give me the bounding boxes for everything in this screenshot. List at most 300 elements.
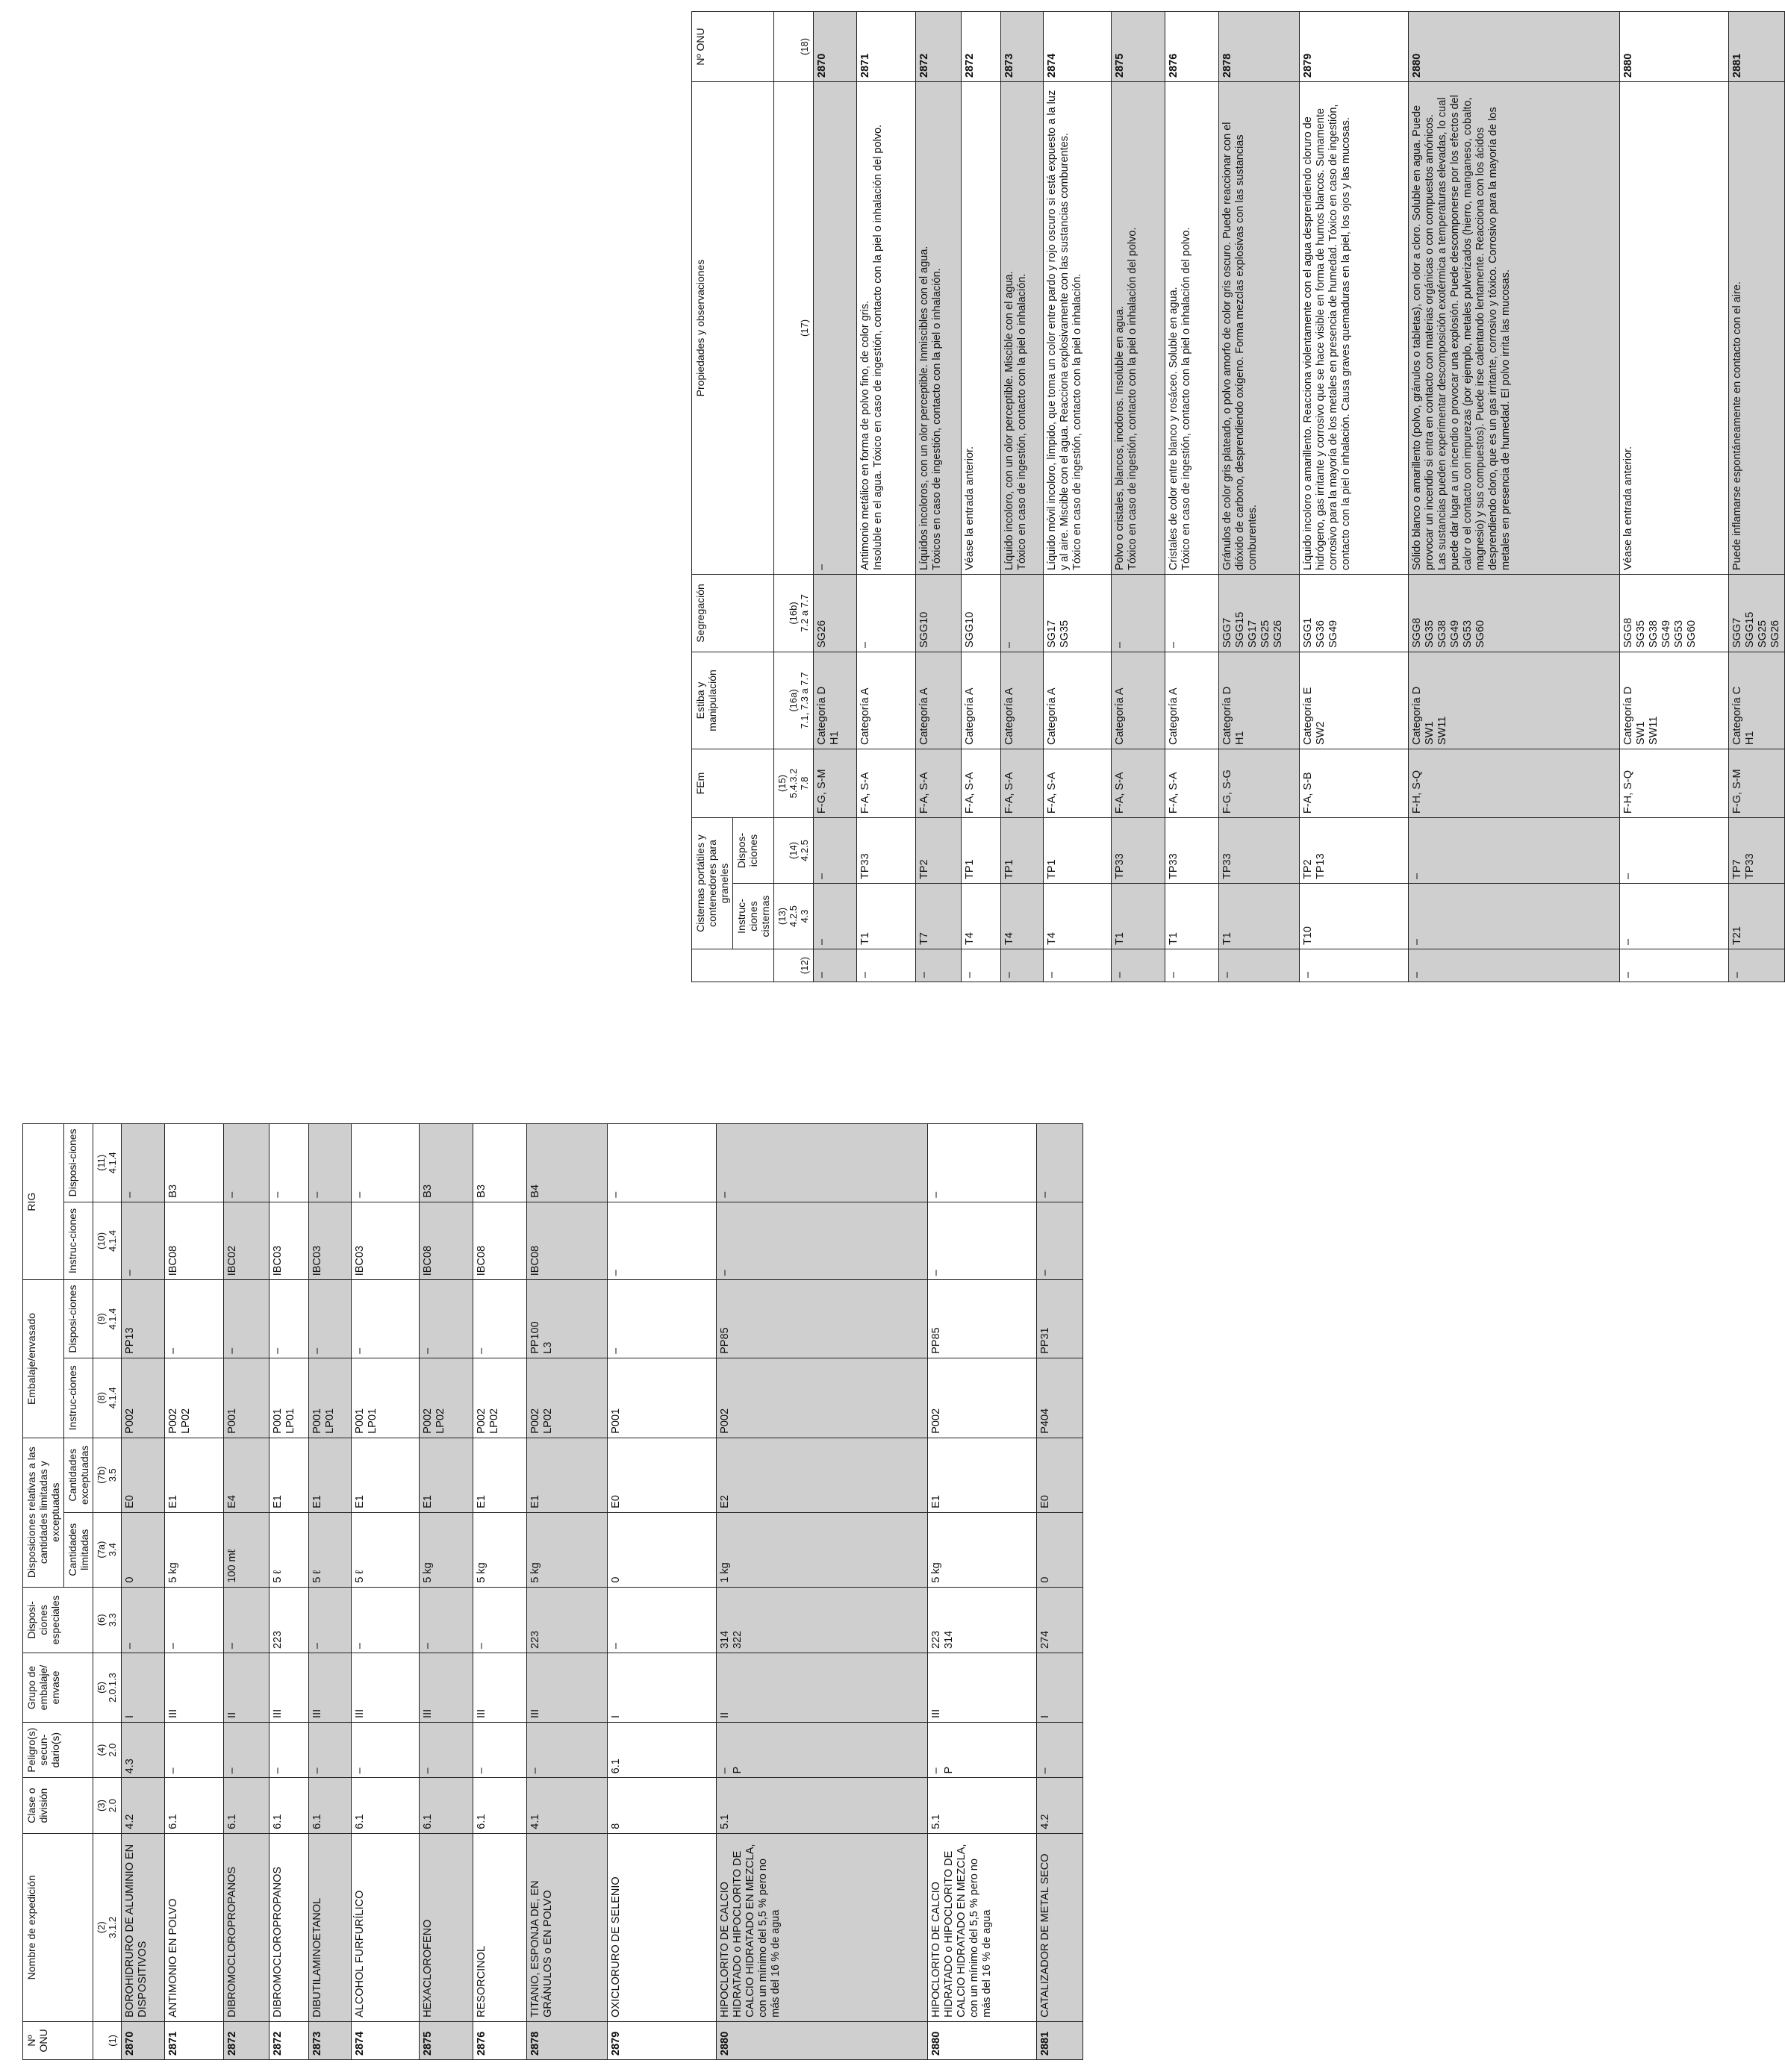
cell-ems: F-G, S-M	[1729, 749, 1785, 817]
cell-pp: –	[473, 1280, 527, 1358]
cell-tp: TP33	[1165, 817, 1219, 883]
cell-un: 2872	[270, 2021, 309, 2059]
cell-sp: –	[352, 1587, 420, 1653]
cell-seg: SGG8 SG35 SG38 SG49 SG53 SG60	[1620, 574, 1729, 652]
colnum-tp: (14) 4.2.5	[774, 817, 814, 883]
right-column-number-row	[774, 11, 814, 982]
cell-class: 4.2	[1037, 1778, 1083, 1833]
cell-ii: –	[928, 1202, 1037, 1280]
header-un: Nº ONU	[23, 2021, 93, 2059]
header-class: Clase o división	[23, 1778, 93, 1833]
cell-c12: –	[1620, 949, 1729, 982]
cell-lq: 0	[122, 1512, 165, 1587]
table-row	[1112, 11, 1165, 982]
cell-seg: –	[1165, 574, 1219, 652]
cell-pp: PP13	[122, 1280, 165, 1358]
cell-pp: –	[165, 1280, 224, 1358]
cell-class: 4.1	[527, 1778, 608, 1833]
cell-eq: E1	[527, 1438, 608, 1512]
cell-sub: – P	[717, 1722, 928, 1777]
cell-ip: B3	[473, 1124, 527, 1202]
cell-ems: F-H, S-Q	[1620, 749, 1729, 817]
cell-un-right: 2870	[814, 11, 857, 81]
cell-ti: T4	[962, 884, 1001, 949]
cell-sub: –	[165, 1722, 224, 1777]
colnum-ti: (13) 4.2.5 4.3	[774, 884, 814, 949]
cell-stow: Categoría E SW2	[1300, 652, 1409, 749]
cell-ii: IBC08	[420, 1202, 473, 1280]
cell-ii: IBC08	[527, 1202, 608, 1280]
cell-un: 2878	[527, 2021, 608, 2059]
cell-class: 4.2	[122, 1778, 165, 1833]
cell-ems: F-H, S-Q	[1409, 749, 1620, 817]
cell-un: 2871	[165, 2021, 224, 2059]
cell-sub: –	[224, 1722, 270, 1777]
cell-eq: E1	[420, 1438, 473, 1512]
cell-class: 6.1	[270, 1778, 309, 1833]
table-row	[717, 1124, 928, 2060]
cell-ip: B4	[527, 1124, 608, 1202]
header-tank-instructions: Instruc-ciones cisternas	[733, 884, 774, 949]
cell-props: Líquido incoloro, con un olor perceptible. Miscible con el agua. Tóxico en caso de ingestión, contacto con la piel o inhalación.	[1001, 81, 1044, 574]
cell-props: Antimonio metálico en forma de polvo fino, de color gris. Insoluble en el agua. Tóxico en caso de ingestión, contacto con la piel o inhalación del polvo.	[857, 81, 916, 574]
cell-eq: E0	[608, 1438, 717, 1512]
cell-c12: –	[962, 949, 1001, 982]
left-dangerous-goods-table	[22, 1123, 1083, 2060]
table-row	[1165, 11, 1219, 982]
header-packing-provisions: Disposi-ciones	[64, 1280, 93, 1358]
cell-c12: –	[814, 949, 857, 982]
cell-un: 2870	[122, 2021, 165, 2059]
cell-eq: E1	[928, 1438, 1037, 1512]
cell-c12: –	[916, 949, 962, 982]
cell-un-right: 2880	[1620, 11, 1729, 81]
header-packing-group-title: Embalaje/envasado	[23, 1280, 64, 1438]
cell-props: Líquido móvil incoloro, límpido, que toma un color entre pardo y rojo oscuro si está expuesto a la luz y al aire. Miscible con el agua. Reacciona explosivamente con las sustancias comburentes. Tóxico en caso de ingestión, contacto con la piel o inhalación.	[1044, 81, 1112, 574]
cell-un-right: 2875	[1112, 11, 1165, 81]
cell-sp: 223	[527, 1587, 608, 1653]
cell-sub: –	[309, 1722, 352, 1777]
cell-ti: T4	[1001, 884, 1044, 949]
colnum-ems: (15) 5.4.3.2 7.8	[774, 749, 814, 817]
cell-seg: SGG7 SGG15 SG17 SG25 SG26	[1219, 574, 1300, 652]
cell-eq: E4	[224, 1438, 270, 1512]
table-row	[814, 11, 857, 982]
cell-pi: P001 LP01	[270, 1358, 309, 1438]
cell-pi: P001 LP01	[352, 1358, 420, 1438]
table-row	[1409, 11, 1620, 982]
cell-pg: III	[527, 1653, 608, 1722]
cell-class: 6.1	[165, 1778, 224, 1833]
table-row	[962, 11, 1001, 982]
header-tank-provisions: Dispos-iciones	[733, 817, 774, 883]
cell-ems: F-G, S-M	[814, 749, 857, 817]
cell-pg: III	[270, 1653, 309, 1722]
cell-stow: Categoría A	[916, 652, 962, 749]
cell-pg: III	[473, 1653, 527, 1722]
cell-tp: –	[1409, 817, 1620, 883]
cell-sp: –	[473, 1587, 527, 1653]
cell-pp: –	[352, 1280, 420, 1358]
cell-eq: E0	[1037, 1438, 1083, 1512]
cell-eq: E1	[352, 1438, 420, 1512]
cell-sp: –	[224, 1587, 270, 1653]
colnum-pi: (8) 4.1.4	[93, 1358, 122, 1438]
cell-ems: F-A, S-A	[1044, 749, 1112, 817]
cell-lq: 5 kg	[527, 1512, 608, 1587]
right-header-row-1	[692, 11, 733, 982]
cell-lq: 5 ℓ	[352, 1512, 420, 1587]
cell-name: ALCOHOL FURFURÍLICO	[352, 1833, 420, 2021]
cell-un-right: 2873	[1001, 11, 1044, 81]
table-row	[1729, 11, 1785, 982]
header-tank-group: Cisternas portátiles y contenedores para graneles	[692, 817, 733, 949]
cell-un-right: 2872	[916, 11, 962, 81]
cell-ip: –	[309, 1124, 352, 1202]
cell-sp: –	[309, 1587, 352, 1653]
left-header-row-1	[23, 1124, 64, 2060]
cell-ti: T1	[1165, 884, 1219, 949]
cell-lq: 5 ℓ	[270, 1512, 309, 1587]
cell-sp: 223	[270, 1587, 309, 1653]
header-ibc-provisions: Disposi-ciones	[64, 1124, 93, 1202]
cell-lq: 0	[608, 1512, 717, 1587]
cell-eq: E1	[165, 1438, 224, 1512]
cell-un-right: 2872	[962, 11, 1001, 81]
cell-class: 6.1	[352, 1778, 420, 1833]
cell-stow: Categoría C H1	[1729, 652, 1785, 749]
table-row	[608, 1124, 717, 2060]
table-row	[270, 1124, 309, 2060]
cell-un-right: 2874	[1044, 11, 1112, 81]
colnum-sp: (6) 3.3	[93, 1587, 122, 1653]
cell-stow: Categoría A	[1044, 652, 1112, 749]
cell-name: DIBUTILAMINOETANOL	[309, 1833, 352, 2021]
header-ibc-instructions: Instruc-ciones	[64, 1202, 93, 1280]
header-stowage: Estiba y manipulación	[692, 652, 774, 749]
table-row	[165, 1124, 224, 2060]
table-row	[420, 1124, 473, 2060]
cell-pi: P002 LP02	[165, 1358, 224, 1438]
cell-tp: TP2 TP13	[1300, 817, 1409, 883]
cell-eq: E1	[473, 1438, 527, 1512]
cell-name: DIBROMOCLOROPROPANOS	[270, 1833, 309, 2021]
cell-un: 2875	[420, 2021, 473, 2059]
cell-un: 2876	[473, 2021, 527, 2059]
cell-tp: TP1	[1044, 817, 1112, 883]
cell-seg: SGG8 SG35 SG38 SG49 SG53 SG60	[1409, 574, 1620, 652]
cell-ip: –	[122, 1124, 165, 1202]
cell-sub: –	[420, 1722, 473, 1777]
cell-tp: TP1	[1001, 817, 1044, 883]
header-ibc-group: RIG	[23, 1124, 64, 1280]
cell-seg: –	[857, 574, 916, 652]
cell-tp: TP33	[1112, 817, 1165, 883]
table-row	[1620, 11, 1729, 982]
colnum-c12: (12)	[774, 949, 814, 982]
cell-props: Sólido blanco o amarillento (polvo, gránulos o tabletas), con olor a cloro. Soluble en agua. Puede provocar un incendio si entra en contacto con materias orgánicas o con compuestos amónicos. Las sustancias pueden experimentar descomposición exotérmica a temperaturas elevadas, lo cual puede dar lugar a un incendio o provocar una explosión. Puede descomponerse por los efectos del calor o el contacto con impurezas (por ejemplo, metales pulverizados (hierro, manganeso, cobalto, magnesio) y sus compuestos). Puede irse calentando lentamente. Reacciona con los ácidos desprendiendo cloro, que es un gas irritante, corrosivo y tóxico. Corrosivo para la mayoría de los metales en presencia de humedad. El polvo irrita las mucosas.	[1409, 81, 1620, 574]
cell-stow: Categoría D SW1 SW11	[1409, 652, 1620, 749]
table-row	[857, 11, 916, 982]
cell-props: Puede inflamarse espontáneamente en contacto con el aire.	[1729, 81, 1785, 574]
cell-class: 6.1	[309, 1778, 352, 1833]
colnum-un-right: (18)	[774, 11, 814, 81]
header-subsidiary-risk: Peligro(s) secun-dario(s)	[23, 1722, 93, 1777]
cell-seg: SG26	[814, 574, 857, 652]
cell-un-right: 2881	[1729, 11, 1785, 81]
cell-pi: P404	[1037, 1358, 1083, 1438]
table-row	[1219, 11, 1300, 982]
cell-ti: T7	[916, 884, 962, 949]
cell-ti: –	[1409, 884, 1620, 949]
cell-tp: TP7 TP33	[1729, 817, 1785, 883]
colnum-pg: (5) 2.0.1.3	[93, 1653, 122, 1722]
cell-ti: T10	[1300, 884, 1409, 949]
cell-ii: IBC03	[270, 1202, 309, 1280]
cell-name: HEXACLOROFENO	[420, 1833, 473, 2021]
cell-un-right: 2871	[857, 11, 916, 81]
cell-ip: B3	[420, 1124, 473, 1202]
cell-ip: –	[352, 1124, 420, 1202]
cell-lq: 5 kg	[165, 1512, 224, 1587]
cell-c12: –	[1165, 949, 1219, 982]
cell-un-right: 2876	[1165, 11, 1219, 81]
cell-sp: 314 322	[717, 1587, 928, 1653]
cell-sub: –	[270, 1722, 309, 1777]
cell-name: OXICLORURO DE SELENIO	[608, 1833, 717, 2021]
cell-class: 6.1	[473, 1778, 527, 1833]
cell-props: Líquido incoloro o amarillento. Reacciona violentamente con el agua desprendiendo cloruro de hidrógeno, gas irritante y corrosivo que se hace visible en forma de humos blancos. Sumamente corrosivo para la mayoría de los metales en presencia de humedad. Tóxico en caso de ingestión, contacto con la piel o inhalación. Causa graves quemaduras en la piel, los ojos y las mucosas.	[1300, 81, 1409, 574]
cell-ti: T1	[1219, 884, 1300, 949]
cell-lq: 5 ℓ	[309, 1512, 352, 1587]
cell-sub: –	[352, 1722, 420, 1777]
cell-sub: –	[473, 1722, 527, 1777]
cell-ti: T1	[1112, 884, 1165, 949]
cell-ii: –	[122, 1202, 165, 1280]
colnum-lq: (7a) 3.4	[93, 1512, 122, 1587]
cell-pg: I	[608, 1653, 717, 1722]
header-shipping-name: Nombre de expedición	[23, 1833, 93, 2021]
cell-ems: F-A, S-A	[857, 749, 916, 817]
table-row	[1001, 11, 1044, 982]
cell-ii: –	[608, 1202, 717, 1280]
cell-lq: 5 kg	[473, 1512, 527, 1587]
table-row	[527, 1124, 608, 2060]
cell-tp: –	[814, 817, 857, 883]
cell-eq: E1	[309, 1438, 352, 1512]
cell-pi: P002	[122, 1358, 165, 1438]
cell-stow: Categoría A	[1112, 652, 1165, 749]
cell-class: 6.1	[224, 1778, 270, 1833]
cell-sp: –	[420, 1587, 473, 1653]
cell-un: 2873	[309, 2021, 352, 2059]
cell-name: CATALIZADOR DE METAL SECO	[1037, 1833, 1083, 2021]
cell-pp: –	[608, 1280, 717, 1358]
table-row	[1044, 11, 1112, 982]
cell-stow: Categoría A	[962, 652, 1001, 749]
header-col12	[692, 949, 774, 982]
table-row	[224, 1124, 270, 2060]
cell-lq: 5 kg	[928, 1512, 1037, 1587]
right-dangerous-goods-table	[691, 11, 1785, 982]
colnum-sub: (4) 2.0	[93, 1722, 122, 1777]
cell-ti: T1	[857, 884, 916, 949]
cell-c12: –	[1219, 949, 1300, 982]
colnum-un: (1)	[93, 2021, 122, 2059]
cell-sp: –	[122, 1587, 165, 1653]
cell-pp: PP85	[928, 1280, 1037, 1358]
cell-pp: PP100 L3	[527, 1280, 608, 1358]
cell-tp: TP1	[962, 817, 1001, 883]
cell-sub: –	[1037, 1722, 1083, 1777]
cell-ems: F-A, S-A	[1112, 749, 1165, 817]
cell-pi: P002	[717, 1358, 928, 1438]
cell-stow: Categoría D SW1 SW11	[1620, 652, 1729, 749]
right-table-body	[814, 11, 1785, 982]
cell-seg: –	[1001, 574, 1044, 652]
colnum-stow: (16a) 7.1, 7.3 a 7.7	[774, 652, 814, 749]
cell-class: 8	[608, 1778, 717, 1833]
cell-tp: TP33	[1219, 817, 1300, 883]
cell-lq: 5 kg	[420, 1512, 473, 1587]
cell-ti: T21	[1729, 884, 1785, 949]
cell-ii: IBC08	[165, 1202, 224, 1280]
cell-name: BOROHIDRURO DE ALUMINIO EN DISPOSITIVOS	[122, 1833, 165, 2021]
cell-pp: –	[270, 1280, 309, 1358]
cell-ii: IBC03	[352, 1202, 420, 1280]
right-page-table-wrapper	[691, 11, 1785, 982]
cell-stow: Categoría A	[1001, 652, 1044, 749]
cell-pg: III	[420, 1653, 473, 1722]
cell-sp: –	[608, 1587, 717, 1653]
table-row	[1037, 1124, 1083, 2060]
cell-ems: F-A, S-A	[962, 749, 1001, 817]
cell-stow: Categoría A	[1165, 652, 1219, 749]
cell-pg: I	[1037, 1653, 1083, 1722]
cell-pp: PP85	[717, 1280, 928, 1358]
cell-lq: 1 kg	[717, 1512, 928, 1587]
colnum-seg: (16b) 7.2 a 7.7	[774, 574, 814, 652]
cell-un-right: 2879	[1300, 11, 1409, 81]
colnum-pp: (9) 4.1.4	[93, 1280, 122, 1358]
cell-sp: 274	[1037, 1587, 1083, 1653]
cell-ii: –	[1037, 1202, 1083, 1280]
cell-sub: –	[527, 1722, 608, 1777]
cell-pi: P002 LP02	[420, 1358, 473, 1438]
cell-eq: E1	[270, 1438, 309, 1512]
colnum-props: (17)	[774, 81, 814, 574]
table-row	[916, 11, 962, 982]
header-packing-instructions: Instruc-ciones	[64, 1358, 93, 1438]
cell-un: 2880	[928, 2021, 1037, 2059]
table-row	[309, 1124, 352, 2060]
cell-ip: –	[928, 1124, 1037, 1202]
cell-seg: SGG10	[916, 574, 962, 652]
cell-props: –	[814, 81, 857, 574]
header-un-right: Nº ONU	[692, 11, 774, 81]
cell-un-right: 2880	[1409, 11, 1620, 81]
cell-pp: PP31	[1037, 1280, 1083, 1358]
cell-sp: 223 314	[928, 1587, 1037, 1653]
cell-ip: –	[224, 1124, 270, 1202]
cell-pg: III	[928, 1653, 1037, 1722]
header-special-provisions: Disposi-ciones especiales	[23, 1587, 93, 1653]
cell-name: HIPOCLORITO DE CALCIO HIDRATADO o HIPOCLORITO DE CALCIO HIDRATADO EN MEZCLA, con un mínimo del 5,5 % pero no más del 16 % de agua	[717, 1833, 928, 2021]
cell-un: 2879	[608, 2021, 717, 2059]
cell-sub: – P	[928, 1722, 1037, 1777]
cell-tp: TP33	[857, 817, 916, 883]
table-row	[928, 1124, 1037, 2060]
cell-ii: IBC03	[309, 1202, 352, 1280]
table-row	[122, 1124, 165, 2060]
cell-stow: Categoría D H1	[814, 652, 857, 749]
cell-ti: –	[814, 884, 857, 949]
colnum-class: (3) 2.0	[93, 1778, 122, 1833]
cell-seg: SGG10	[962, 574, 1001, 652]
cell-c12: –	[857, 949, 916, 982]
cell-pg: II	[717, 1653, 928, 1722]
cell-tp: –	[1620, 817, 1729, 883]
header-excepted-quantities: Cantidades exceptuadas	[64, 1438, 93, 1512]
cell-pg: III	[309, 1653, 352, 1722]
cell-ems: F-A, S-A	[1001, 749, 1044, 817]
cell-ip: –	[270, 1124, 309, 1202]
cell-pg: III	[352, 1653, 420, 1722]
header-segregation: Segregación	[692, 574, 774, 652]
cell-props: Véase la entrada anterior.	[962, 81, 1001, 574]
colnum-eq: (7b) 3.5	[93, 1438, 122, 1512]
header-ems: FEm	[692, 749, 774, 817]
cell-un: 2880	[717, 2021, 928, 2059]
left-page-table-wrapper	[22, 1123, 1083, 2060]
cell-pp: –	[420, 1280, 473, 1358]
cell-seg: –	[1112, 574, 1165, 652]
cell-sub: 6.1	[608, 1722, 717, 1777]
cell-stow: Categoría A	[857, 652, 916, 749]
cell-name: TITANIO, ESPONJA DE, EN GRÁNULOS o EN POLVO	[527, 1833, 608, 2021]
cell-pg: I	[122, 1653, 165, 1722]
cell-tp: TP2	[916, 817, 962, 883]
cell-pg: II	[224, 1653, 270, 1722]
cell-c12: –	[1044, 949, 1112, 982]
cell-eq: E2	[717, 1438, 928, 1512]
cell-ems: F-A, S-A	[916, 749, 962, 817]
cell-ip: –	[1037, 1124, 1083, 1202]
colnum-ip: (11) 4.1.4	[93, 1124, 122, 1202]
cell-ii: IBC02	[224, 1202, 270, 1280]
cell-un: 2872	[224, 2021, 270, 2059]
cell-un-right: 2878	[1219, 11, 1300, 81]
cell-props: Líquidos incoloros, con un olor perceptible. Inmiscibles con el agua. Tóxicos en caso de ingestión, contacto con la piel o inhalación.	[916, 81, 962, 574]
cell-class: 5.1	[717, 1778, 928, 1833]
table-row	[352, 1124, 420, 2060]
cell-props: Véase la entrada anterior.	[1620, 81, 1729, 574]
table-row	[473, 1124, 527, 2060]
cell-lq: 100 mℓ	[224, 1512, 270, 1587]
cell-eq: E0	[122, 1438, 165, 1512]
cell-ii: –	[717, 1202, 928, 1280]
cell-c12: –	[1409, 949, 1620, 982]
cell-pp: –	[224, 1280, 270, 1358]
cell-pg: III	[165, 1653, 224, 1722]
header-packing-group: Grupo de embalaje/ envase	[23, 1653, 93, 1722]
cell-pi: P002 LP02	[527, 1358, 608, 1438]
cell-stow: Categoría D H1	[1219, 652, 1300, 749]
cell-pi: P001	[608, 1358, 717, 1438]
cell-ip: –	[608, 1124, 717, 1202]
cell-props: Gránulos de color gris plateado, o polvo amorfo de color gris oscuro. Puede reaccionar con el dióxido de carbono, desprendiendo oxígeno. Forma mezclas explosivas con las sustancias comburentes.	[1219, 81, 1300, 574]
cell-c12: –	[1729, 949, 1785, 982]
